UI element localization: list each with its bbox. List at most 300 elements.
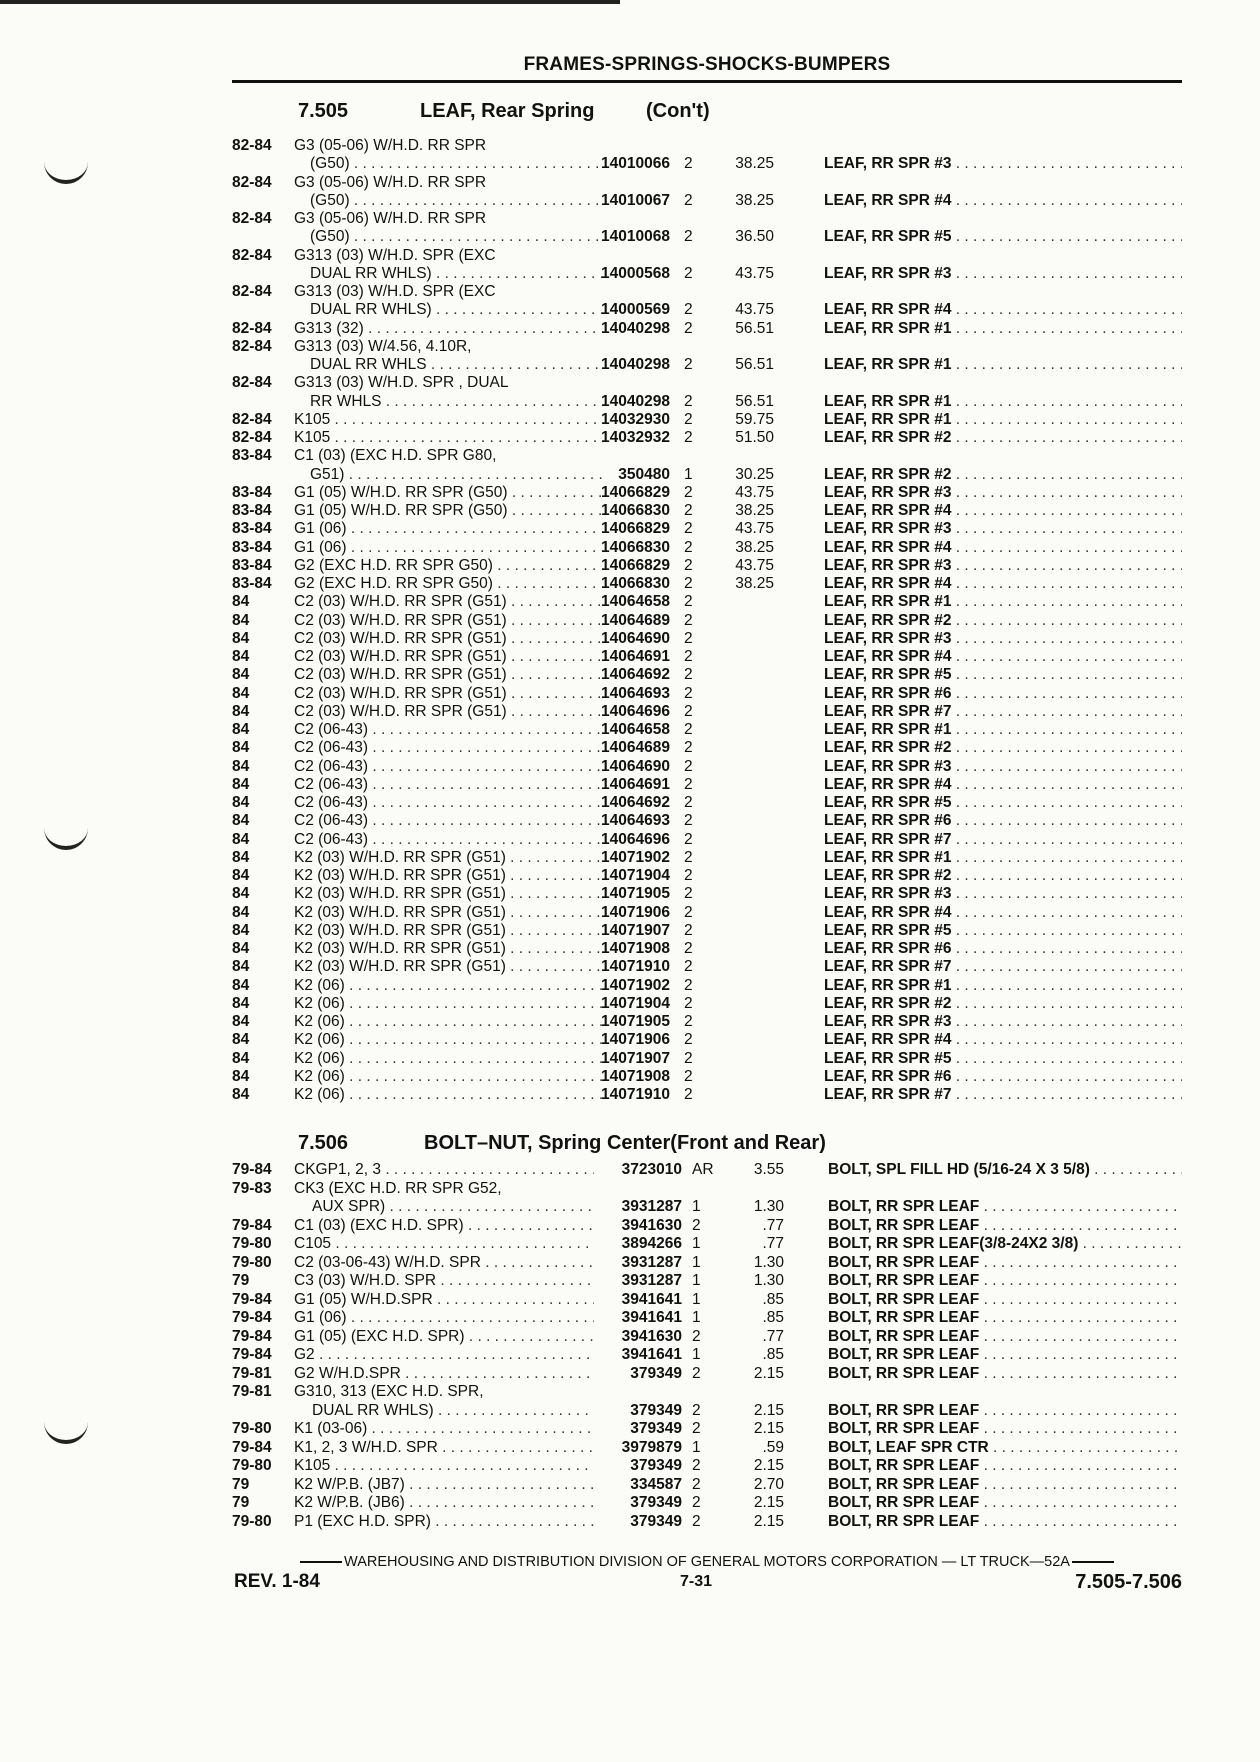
quantity: 2	[684, 684, 693, 702]
table-row	[232, 957, 1182, 976]
year-range: 84	[232, 775, 250, 793]
year-range: 84	[232, 739, 250, 757]
year-range: 84	[232, 702, 250, 720]
part-number: 14040298	[601, 319, 670, 337]
table-row	[232, 811, 1182, 830]
application-desc: K2 (06) . . .	[294, 994, 606, 1013]
application-desc: G3 (05-06) W/H.D. RR SPR	[294, 137, 487, 154]
price: 38.25	[735, 502, 774, 519]
binder-hole-mark	[44, 1420, 88, 1444]
part-name: LEAF, RR SPR #1 . . .	[824, 720, 1182, 739]
price: 1.30	[753, 1198, 784, 1215]
table-row	[232, 264, 1182, 283]
part-name: LEAF, RR SPR #7 . . .	[824, 1085, 1182, 1104]
table-row	[232, 501, 1182, 520]
quantity: 2	[684, 392, 693, 410]
year-range: 82-84	[232, 429, 272, 446]
footer-rule-left	[300, 1561, 342, 1563]
part-number: 3941641	[621, 1290, 682, 1308]
price: 2.15	[753, 1364, 784, 1382]
section-title: LEAF, Rear Spring	[420, 100, 595, 122]
year-range: 79	[232, 1475, 250, 1493]
part-name: BOLT, RR SPR LEAF . . .	[828, 1475, 1182, 1494]
application-desc: K2 (06) . . .	[294, 1012, 606, 1031]
year-range: 82-84	[232, 246, 272, 264]
application-desc-cont: (G50) . . .	[310, 154, 606, 173]
year-range: 79-80	[232, 1512, 272, 1530]
quantity: 2	[692, 1364, 701, 1382]
part-number: 334587	[630, 1475, 682, 1493]
table-row	[232, 866, 1182, 885]
quantity: 1	[692, 1438, 701, 1456]
application-desc: K1 (03-06) . . .	[294, 1419, 594, 1438]
part-name: LEAF, RR SPR #4 . . .	[824, 775, 1182, 794]
table-row	[232, 191, 1182, 210]
part-number: 379349	[630, 1457, 682, 1474]
part-name: LEAF, RR SPR #4 . . .	[824, 191, 1182, 210]
application-desc: C2 (06-43) . . .	[294, 830, 606, 849]
year-range: 84	[232, 994, 250, 1012]
part-name: BOLT, RR SPR LEAF . . .	[828, 1456, 1182, 1475]
part-name: LEAF, RR SPR #1 . . .	[824, 976, 1182, 995]
application-desc: G1 (06) . . .	[294, 519, 606, 538]
application-desc: G1 (05) W/H.D.SPR . . .	[294, 1290, 594, 1309]
quantity: 2	[684, 1086, 693, 1103]
part-name: LEAF, RR SPR #4 . . .	[824, 300, 1182, 319]
table-row	[232, 1030, 1182, 1049]
table-row	[232, 410, 1182, 429]
part-number: 14064693	[601, 812, 670, 830]
part-number: 14064691	[601, 648, 670, 665]
table-row	[232, 538, 1182, 557]
part-number: 3723010	[621, 1161, 682, 1178]
application-desc: G3 (05-06) W/H.D. RR SPR	[294, 210, 487, 227]
table-row	[232, 884, 1182, 903]
table-row	[232, 976, 1182, 995]
application-desc: G313 (03) W/H.D. SPR (EXC	[294, 283, 496, 300]
price: 38.25	[735, 155, 774, 173]
price: 38.25	[735, 538, 774, 556]
application-desc: K105 . . .	[294, 428, 606, 447]
part-number: 14064690	[601, 629, 670, 647]
table-row	[232, 1085, 1182, 1104]
part-number: 3979879	[621, 1438, 682, 1456]
application-desc: K2 (06) . . .	[294, 1067, 606, 1086]
application-desc-cont: G51) . . .	[310, 465, 606, 484]
price: .85	[762, 1290, 784, 1308]
part-number: 14066830	[601, 502, 670, 519]
table-row	[232, 830, 1182, 849]
section-title: BOLT–NUT, Spring Center(Front and Rear)	[424, 1132, 826, 1154]
application-desc: C2 (03) W/H.D. RR SPR (G51) . . .	[294, 665, 606, 684]
application-desc: K2 (03) W/H.D. RR SPR (G51) . . .	[294, 866, 606, 885]
year-range: 84	[232, 721, 250, 738]
application-desc: K105 . . .	[294, 1456, 594, 1475]
table-row	[232, 775, 1182, 794]
part-name: LEAF, RR SPR #6 . . .	[824, 811, 1182, 830]
application-desc: G2 . . .	[294, 1345, 594, 1364]
page-number: 7-31	[680, 1573, 713, 1590]
quantity: 2	[684, 1049, 693, 1067]
application-desc: C1 (03) (EXC H.D. SPR G80,	[294, 447, 497, 465]
year-range: 84	[232, 830, 250, 848]
table-row	[232, 355, 1182, 374]
year-range: 84	[232, 1049, 250, 1067]
quantity: 2	[684, 721, 693, 738]
table-row	[232, 1308, 1182, 1327]
year-range: 79-84	[232, 1327, 272, 1345]
quantity: 2	[684, 155, 693, 173]
part-number: 14064692	[601, 794, 670, 811]
application-desc: C2 (06-43) . . .	[294, 757, 606, 776]
part-number: 14064696	[601, 830, 670, 848]
application-desc: C3 (03) W/H.D. SPR . . .	[294, 1271, 594, 1290]
table-row	[232, 903, 1182, 922]
part-number: 14000568	[601, 264, 670, 282]
part-number: 14064658	[601, 721, 670, 738]
application-desc: C105 . . .	[294, 1234, 594, 1253]
page-title: FRAMES-SPRINGS-SHOCKS-BUMPERS	[523, 54, 891, 75]
price: 2.15	[753, 1457, 784, 1474]
part-name: BOLT, RR SPR LEAF . . .	[828, 1308, 1182, 1327]
year-range: 84	[232, 611, 250, 629]
part-number: 350480	[618, 465, 670, 483]
table-row	[232, 1401, 1182, 1420]
binder-hole-mark	[44, 826, 88, 850]
part-number: 14000569	[601, 301, 670, 319]
price: 56.51	[735, 319, 774, 337]
quantity: 2	[684, 739, 693, 757]
application-desc: C2 (06-43) . . .	[294, 720, 606, 739]
table-row	[232, 1253, 1182, 1272]
year-range: 82-84	[232, 410, 272, 428]
year-range: 84	[232, 666, 250, 684]
part-number: 14040298	[601, 356, 670, 373]
application-desc-cont: DUAL RR WHLS) . . .	[312, 1401, 594, 1420]
section-number: 7.506	[298, 1132, 349, 1154]
part-number: 379349	[630, 1494, 682, 1511]
part-number: 14071905	[601, 1013, 670, 1030]
part-name: BOLT, RR SPR LEAF . . .	[828, 1364, 1182, 1383]
quantity: 2	[684, 867, 693, 884]
application-desc: CKGP1, 2, 3 . . .	[294, 1160, 594, 1179]
part-number: 14071906	[601, 1031, 670, 1049]
part-number: 14071904	[601, 994, 670, 1012]
part-name: LEAF, RR SPR #1 . . .	[824, 392, 1182, 411]
table-row	[232, 592, 1182, 611]
quantity: 2	[684, 994, 693, 1012]
part-name: LEAF, RR SPR #6 . . .	[824, 1067, 1182, 1086]
part-name: LEAF, RR SPR #7 . . .	[824, 830, 1182, 849]
table-row	[232, 519, 1182, 538]
year-range: 84	[232, 1031, 250, 1049]
year-range: 84	[232, 921, 250, 939]
year-range: 79-84	[232, 1216, 272, 1234]
section-continued-label: (Con't)	[646, 100, 710, 122]
part-number: 14066830	[601, 538, 670, 556]
application-desc: K2 (03) W/H.D. RR SPR (G51) . . .	[294, 903, 606, 922]
part-name: LEAF, RR SPR #2 . . .	[824, 428, 1182, 447]
application-desc: G1 (06) . . .	[294, 538, 606, 557]
table-row-desc-line	[232, 373, 1182, 392]
part-number: 3941641	[621, 1346, 682, 1363]
price: .77	[762, 1235, 784, 1252]
year-range: 82-84	[232, 137, 272, 154]
application-desc: C2 (03) W/H.D. RR SPR (G51) . . .	[294, 647, 606, 666]
quantity: 2	[684, 483, 693, 501]
table-row	[232, 465, 1182, 484]
year-range: 83-84	[232, 447, 272, 465]
price: 1.30	[753, 1253, 784, 1271]
part-name: LEAF, RR SPR #2 . . .	[824, 738, 1182, 757]
year-range: 84	[232, 885, 250, 903]
year-range: 84	[232, 684, 250, 702]
price: .59	[762, 1438, 784, 1456]
table-row-desc-line	[232, 446, 1182, 465]
part-name: BOLT, LEAF SPR CTR . . .	[828, 1438, 1182, 1457]
year-range: 82-84	[232, 337, 272, 355]
part-number: 379349	[630, 1512, 682, 1530]
table-row	[232, 1197, 1182, 1216]
table-row	[232, 556, 1182, 575]
section-number: 7.505	[298, 100, 349, 122]
part-name: LEAF, RR SPR #4 . . .	[824, 538, 1182, 557]
price: 2.15	[753, 1512, 784, 1530]
application-desc: C2 (06-43) . . .	[294, 793, 606, 812]
application-desc: K2 (03) W/H.D. RR SPR (G51) . . .	[294, 848, 606, 867]
table-row-desc-line	[232, 209, 1182, 228]
quantity: 2	[684, 191, 693, 209]
part-number: 14010067	[601, 191, 670, 209]
part-name: LEAF, RR SPR #3 . . .	[824, 757, 1182, 776]
table-row	[232, 629, 1182, 648]
part-number: 14064692	[601, 666, 670, 684]
quantity: 2	[684, 794, 693, 811]
quantity: 2	[684, 976, 693, 994]
table-row	[232, 1160, 1182, 1179]
application-desc-cont: (G50) . . .	[310, 227, 606, 246]
part-name: BOLT, RR SPR LEAF . . .	[828, 1512, 1182, 1531]
part-number: 14032930	[601, 410, 670, 428]
year-range: 84	[232, 1067, 250, 1085]
application-desc: G313 (32) . . .	[294, 319, 606, 338]
part-number: 14071905	[601, 885, 670, 903]
year-range: 79-84	[232, 1309, 272, 1326]
application-desc: K2 (06) . . .	[294, 976, 606, 995]
year-range: 79-84	[232, 1438, 272, 1456]
table-row	[232, 1067, 1182, 1086]
quantity: 2	[684, 885, 693, 903]
application-desc: C1 (03) (EXC H.D. SPR) . . .	[294, 1216, 594, 1235]
table-row	[232, 1290, 1182, 1309]
part-name: BOLT, RR SPR LEAF . . .	[828, 1345, 1182, 1364]
quantity: 2	[684, 757, 693, 775]
price: 2.15	[753, 1420, 784, 1437]
application-desc-cont: DUAL RR WHLS) . . .	[310, 264, 606, 283]
part-number: 14064693	[601, 684, 670, 702]
application-desc: CK3 (EXC H.D. RR SPR G52,	[294, 1179, 502, 1197]
part-name: LEAF, RR SPR #4 . . .	[824, 501, 1182, 520]
part-name: LEAF, RR SPR #3 . . .	[824, 1012, 1182, 1031]
table-row	[232, 1234, 1182, 1253]
price: 2.15	[753, 1401, 784, 1419]
footer-text: WAREHOUSING AND DISTRIBUTION DIVISION OF GENERAL MOTORS CORPORATION — LT TRUCK—52A	[344, 1554, 1070, 1570]
footer-rule-right	[1072, 1561, 1114, 1563]
application-desc: G313 (03) W/H.D. SPR , DUAL	[294, 374, 509, 392]
year-range: 82-84	[232, 374, 272, 392]
application-desc: K1, 2, 3 W/H.D. SPR . . .	[294, 1438, 594, 1457]
price: 43.75	[735, 483, 774, 501]
quantity: 2	[684, 593, 693, 611]
year-range: 84	[232, 903, 250, 921]
table-row	[232, 939, 1182, 958]
table-row	[232, 1438, 1182, 1457]
application-desc: G2 (EXC H.D. RR SPR G50) . . .	[294, 574, 606, 593]
year-range: 84	[232, 1013, 250, 1030]
year-range: 83-84	[232, 575, 272, 592]
table-row	[232, 1364, 1182, 1383]
year-range: 84	[232, 867, 250, 884]
part-name: BOLT, RR SPR LEAF . . .	[828, 1216, 1182, 1235]
price: 2.15	[753, 1494, 784, 1511]
price: .85	[762, 1346, 784, 1363]
part-name: LEAF, RR SPR #5 . . .	[824, 665, 1182, 684]
quantity: 1	[692, 1290, 701, 1308]
year-range: 79	[232, 1272, 250, 1289]
application-desc: K2 (03) W/H.D. RR SPR (G51) . . .	[294, 957, 606, 976]
table-row	[232, 483, 1182, 502]
part-name: LEAF, RR SPR #6 . . .	[824, 684, 1182, 703]
application-desc: C2 (06-43) . . .	[294, 738, 606, 757]
table-row	[232, 1456, 1182, 1475]
application-desc: C2 (03-06-43) W/H.D. SPR . . .	[294, 1253, 594, 1272]
year-range: 79-84	[232, 1161, 272, 1178]
quantity: 2	[684, 958, 693, 976]
table-row	[232, 1345, 1182, 1364]
application-desc: G313 (03) W/H.D. SPR (EXC	[294, 246, 496, 264]
quantity: 2	[684, 812, 693, 830]
table-row-desc-line	[232, 282, 1182, 301]
part-name: LEAF, RR SPR #3 . . .	[824, 483, 1182, 502]
part-name: LEAF, RR SPR #3 . . .	[824, 154, 1182, 173]
part-number: 14066829	[601, 483, 670, 501]
part-number: 3941630	[621, 1216, 682, 1234]
quantity: 2	[684, 556, 693, 574]
year-range: 82-84	[232, 173, 272, 191]
year-range: 79-80	[232, 1420, 272, 1437]
table-row-desc-line	[232, 1179, 1182, 1198]
part-name: LEAF, RR SPR #3 . . .	[824, 519, 1182, 538]
table-row	[232, 319, 1182, 338]
part-name: LEAF, RR SPR #5 . . .	[824, 793, 1182, 812]
table-row-desc-line	[232, 337, 1182, 356]
part-number: 14032932	[601, 429, 670, 446]
quantity: 2	[692, 1475, 701, 1493]
price: 43.75	[735, 301, 774, 319]
year-range: 84	[232, 848, 250, 866]
price: .77	[762, 1327, 784, 1345]
quantity: 2	[684, 301, 693, 319]
part-name: BOLT, SPL FILL HD (5/16-24 X 3 5/8) . . .	[828, 1160, 1182, 1179]
part-number: 14010068	[601, 228, 670, 246]
table-row	[232, 392, 1182, 411]
part-name: LEAF, RR SPR #4 . . .	[824, 647, 1182, 666]
table-row	[232, 1419, 1182, 1438]
part-number: 14071907	[601, 1049, 670, 1067]
part-number: 14071902	[601, 976, 670, 994]
year-range: 79-84	[232, 1346, 272, 1363]
table-row	[232, 574, 1182, 593]
quantity: 2	[692, 1401, 701, 1419]
application-desc: C2 (06-43) . . .	[294, 811, 606, 830]
table-row-desc-line	[232, 246, 1182, 265]
table-row	[232, 1012, 1182, 1031]
part-name: LEAF, RR SPR #2 . . .	[824, 994, 1182, 1013]
application-desc: G3 (05-06) W/H.D. RR SPR	[294, 173, 487, 191]
part-name: LEAF, RR SPR #2 . . .	[824, 866, 1182, 885]
part-number: 3931287	[621, 1272, 682, 1289]
quantity: 1	[692, 1253, 701, 1271]
table-row	[232, 1216, 1182, 1235]
year-range: 82-84	[232, 319, 272, 337]
table-row	[232, 1512, 1182, 1531]
application-desc: C2 (06-43) . . .	[294, 775, 606, 794]
quantity: 2	[692, 1327, 701, 1345]
year-range: 84	[232, 629, 250, 647]
part-name: LEAF, RR SPR #6 . . .	[824, 939, 1182, 958]
year-range: 79	[232, 1494, 250, 1511]
application-desc: K2 (03) W/H.D. RR SPR (G51) . . .	[294, 884, 606, 903]
quantity: 2	[684, 538, 693, 556]
quantity: 2	[684, 502, 693, 519]
part-number: 14071910	[601, 1086, 670, 1103]
price: 38.25	[735, 191, 774, 209]
application-desc: K2 W/P.B. (JB6) . . .	[294, 1493, 594, 1512]
part-name: LEAF, RR SPR #5 . . .	[824, 921, 1182, 940]
part-number: 379349	[630, 1420, 682, 1437]
table-row	[232, 1271, 1182, 1290]
quantity: 1	[692, 1272, 701, 1289]
part-number: 14040298	[601, 392, 670, 410]
quantity: 2	[684, 319, 693, 337]
price: 38.25	[735, 575, 774, 592]
application-desc-cont: DUAL RR WHLS) . . .	[310, 300, 606, 319]
quantity: 2	[684, 228, 693, 246]
part-name: LEAF, RR SPR #5 . . .	[824, 227, 1182, 246]
quantity: 1	[692, 1309, 701, 1326]
price: 59.75	[735, 410, 774, 428]
part-number: 3931287	[621, 1253, 682, 1271]
price: 43.75	[735, 520, 774, 538]
part-number: 14071908	[601, 1067, 670, 1085]
price: 36.50	[735, 228, 774, 246]
application-desc: P1 (EXC H.D. SPR) . . .	[294, 1512, 594, 1531]
application-desc: G1 (05) W/H.D. RR SPR (G50) . . .	[294, 501, 606, 520]
application-desc: G1 (05) (EXC H.D. SPR) . . .	[294, 1327, 594, 1346]
table-row	[232, 300, 1182, 319]
quantity: 2	[692, 1494, 701, 1511]
quantity: 1	[692, 1235, 701, 1252]
part-name: LEAF, RR SPR #1 . . .	[824, 355, 1182, 374]
quantity: 2	[684, 1067, 693, 1085]
part-number: 3894266	[621, 1235, 682, 1252]
year-range: 82-84	[232, 210, 272, 227]
application-desc: G1 (06) . . .	[294, 1308, 594, 1327]
table-row	[232, 684, 1182, 703]
year-range: 79-84	[232, 1290, 272, 1308]
application-desc-cont: DUAL RR WHLS . . .	[310, 355, 606, 374]
part-number: 14066829	[601, 556, 670, 574]
